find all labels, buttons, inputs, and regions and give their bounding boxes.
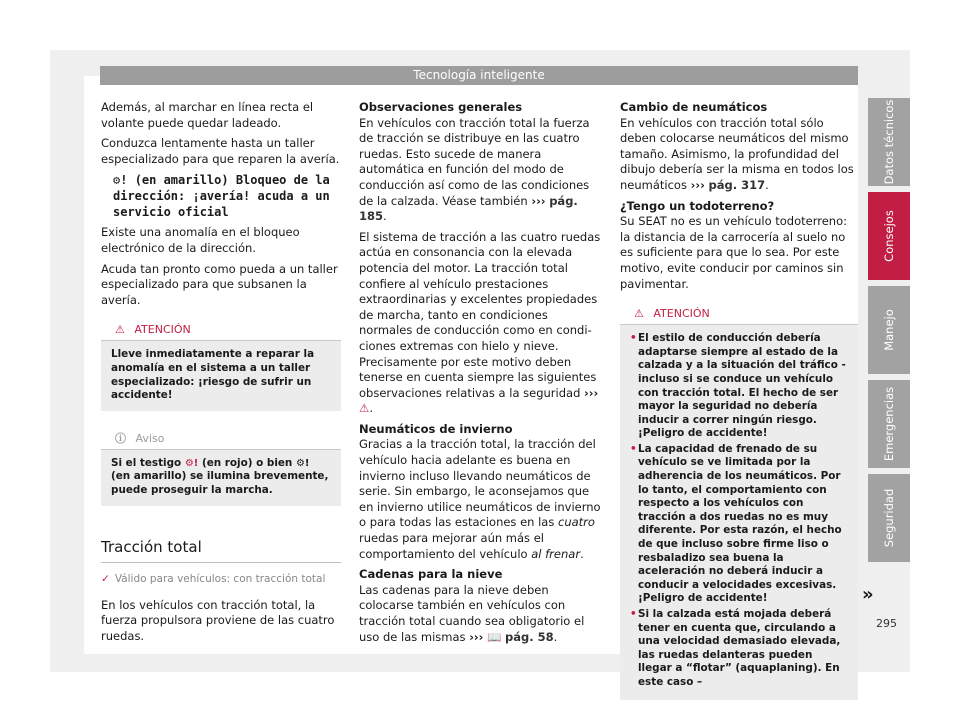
subheading: ¿Tengo un todoterreno? — [620, 198, 775, 213]
validity-note: ✓ Válido para vehículos: con tracción total — [101, 573, 326, 586]
list-item: • La capacidad de frenado de su vehículo se ve limitada por la adherencia de los neumáticos. Por lo tanto, el comportamiento con respecto a los vehículos con tracción a dos ruedas no es muy diferente. Por esta razón, el hecho de que incluso sobre firme liso o resbaladizo sea buena la aceleración no deberá inducir a conducir a velocidades excesivas. ¡Peligro de accidente! — [630, 442, 842, 605]
steering-warning-yellow-icon: ⚙! — [295, 457, 310, 469]
attention-box — [101, 320, 341, 410]
reference-arrow-icon: ››› — [469, 629, 484, 644]
attention-header — [620, 304, 858, 325]
subheading: Observaciones generales — [359, 100, 523, 114]
paragraph: Gracias a la tracción total, la tracción del vehículo hacia adelante es buena en invierno incluso llevando neumáticos de serie. Sin embargo, le aconsejamos que en invierno utilice neumáticos de invierno o para todas las estaciones en las cuatro ruedas para mejorar aún más el comportamiento del vehículo al frenar. — [359, 437, 601, 561]
steering-warning-red-icon: ⚙! — [184, 457, 199, 469]
page-reference-link[interactable]: pág. 317 — [708, 177, 766, 192]
paragraph: Acuda tan pronto como pueda a un taller especializado para que subsanen la avería. — [101, 261, 338, 307]
tab-seguridad[interactable]: Seguridad — [868, 474, 910, 562]
attention-list — [620, 325, 858, 699]
page-number: 295 — [876, 617, 897, 630]
subheading: Cadenas para la nieve — [359, 567, 503, 582]
page-reference-link[interactable]: pág. 185 — [359, 193, 578, 224]
notice-box — [101, 429, 341, 506]
paragraph: Su SEAT no es un vehículo todoterreno: la distancia de la carrocería al suelo no es suficiente para que lo sea. Por este motivo, evite conducir por caminos sin pavimentar. — [620, 214, 848, 291]
bullet-icon: • — [630, 332, 637, 345]
notice-text: Si el testigo ⚙! (en rojo) o bien ⚙! (en amarillo) se ilumina brevemente, puede proseguir la marcha. — [111, 456, 329, 496]
paragraph: Conduzca lentamente hasta un taller especializado para que reparen la avería. — [101, 136, 340, 166]
paragraph: Existe una anomalía en el bloqueo electrónico de la dirección. — [101, 225, 300, 255]
notice-header — [101, 429, 341, 450]
paragraph: En vehículos con tracción total sólo deben colocarse neumáticos del mismo tamaño. Asimismo, la profundidad del dibujo debería ser la misma en todos los neumáticos ››› pág. 317. — [620, 115, 854, 192]
warning-triangle-icon: ⚠ — [634, 307, 644, 321]
column-1 — [101, 100, 341, 649]
attention-label: ATENCIÓN — [653, 307, 710, 321]
tab-manejo[interactable]: Manejo — [868, 286, 910, 374]
paragraph: En vehículos con tracción total la fuerza de tracción se distribuye en las cuatro ruedas. Esto sucede de manera automática en función del modo de conducción así como de las condiciones de la calzada. Véase también ››› pág. 185. — [359, 115, 590, 224]
sidebar-tabs — [868, 98, 910, 568]
list-item: • El estilo de conducción debería adaptarse siempre al estado de la calzada y a la situación del tráfico - incluso si se conduce un vehículo con tracción total. El hecho de ser mayor la seguridad no debería inducir a correr ningún riesgo. ¡Peligro de accidente! — [630, 332, 846, 440]
page-header — [100, 66, 858, 85]
paragraph: Las cadenas para la nieve deben colocarse también en vehículos con tracción total cuando sea obligatorio el uso de las mismas ››› 📖 pág. 58. — [359, 582, 585, 644]
info-icon: ⓘ — [115, 431, 126, 445]
column-2 — [359, 100, 603, 650]
bullet-icon: • — [630, 442, 637, 455]
list-item: • Si la calzada está mojada deberá tener en cuenta que, circulando a una velocidad demasiado elevada, las ruedas delanteras pueden llegar a “flotar” (aquaplaning). En este caso – — [630, 608, 841, 688]
bullet-icon: • — [630, 608, 637, 620]
paragraph: El sistema de tracción a las cuatro ruedas actúa en consonancia con la elevada potencia del motor. La tracción total confiere al vehículo prestaciones extraordinarias y excelentes propiedades de marcha, tanto en condiciones normales de conducción como en condiciones extremas con hielo y nieve. Precisamente por este motivo deben tenerse en cuenta siempre las siguientes observaciones relativas a la seguridad ››› ⚠. — [359, 229, 601, 416]
warning-light-heading: ⚙! (en amarillo) Bloqueo de la dirección: ¡avería! acuda a un servicio oficial — [113, 173, 330, 220]
section-title: Tracción total — [101, 540, 341, 564]
header-title: Tecnología inteligente — [413, 68, 545, 82]
tab-emergencias[interactable]: Emergencias — [868, 380, 910, 468]
tab-datos-tecnicos[interactable]: Datos técnicos — [868, 98, 910, 186]
paragraph: En los vehículos con tracción total, la fuerza propulsora proviene de las cuatro ruedas. — [101, 597, 335, 643]
book-reference-icon: 📖 — [487, 629, 502, 644]
page-reference-link[interactable]: pág. 58 — [505, 629, 554, 644]
subheading: Cambio de neumáticos — [620, 100, 768, 114]
reference-arrow-icon: ››› — [584, 385, 599, 400]
subheading: Neumáticos de invierno — [359, 421, 513, 436]
attention-label: ATENCIÓN — [134, 323, 191, 337]
warning-triangle-icon[interactable]: ⚠ — [359, 401, 370, 416]
steering-lock-icon: ⚙! — [113, 173, 128, 188]
check-icon: ✓ — [101, 573, 110, 586]
attention-text: Lleve inmediatamente a reparar la anomalía en el sistema a un taller especializado: ¡riesgo de sufrir un accidente! — [111, 348, 315, 402]
reference-arrow-icon: ››› — [690, 177, 705, 192]
attention-header — [101, 320, 341, 341]
continue-arrow-icon: » — [862, 584, 874, 605]
column-3 — [620, 100, 858, 700]
attention-box — [620, 304, 858, 699]
tab-consejos[interactable]: Consejos — [868, 192, 910, 280]
paragraph: Además, al marchar en línea recta el volante puede quedar ladeado. — [101, 100, 314, 130]
notice-label: Aviso — [135, 431, 165, 445]
warning-triangle-icon: ⚠ — [115, 323, 125, 337]
reference-arrow-icon: ››› — [531, 193, 546, 208]
